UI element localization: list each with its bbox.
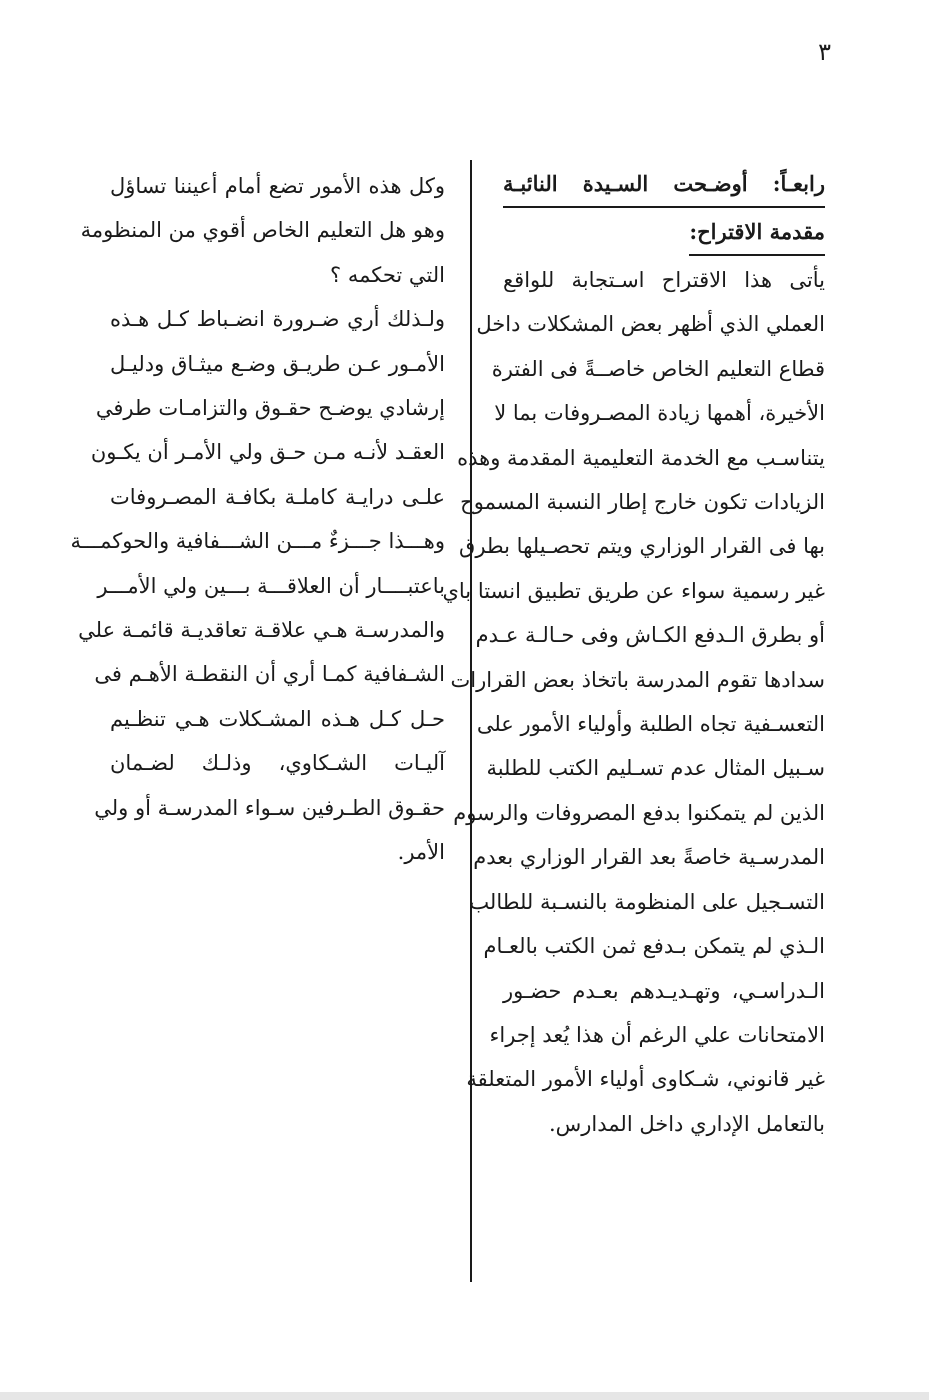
text-line: قطاع التعليم الخاص خاصــةً فى الفترة [491,356,825,381]
text-line: حـل كـل هـذه المشـكلات هـي تنظـيم [110,706,445,731]
left-column [70,164,445,875]
text-line: الأخيرة، أهمها زيادة المصـروفات بما لا [494,401,825,426]
text-line: آليـات الشـكاوي، وذلـك لضـمان [110,751,445,776]
text-line: الـدراسـي، وتهـديـدهم بعـدم حضـور [503,978,825,1003]
text-line: يتناسـب مع الخدمة التعليمية المقدمة وهذه [457,445,825,470]
text-line: وكل هذه الأمور تضع أمام أعيننا تساؤل [110,174,445,198]
text-line: الامتحانات علي الرغم أن هذا يُعد إجراء [489,1022,825,1047]
text-line: بالتعامل الإداري داخل المدارس. [548,1111,825,1136]
text-line: إرشادي يوضـح حقـوق والتزامـات طرفي [95,396,445,421]
text-line: وهـــذا جـــزءٌ مـــن الشـــفافية والحوكمـــة [70,529,445,554]
text-line: غير قانوني، شـكاوى أولياء الأمور المتعلقة [466,1067,825,1092]
text-line: والمدرسـة هـي علاقـة تعاقديـة قائمـة علي [78,618,445,643]
text-line: بها فى القرار الوزاري ويتم تحصـيلها بطرق [459,534,825,559]
text-line: العملي الذي أظهر بعض المشكلات داخل [476,312,825,337]
text-line: الزيادات تكون خارج إطار النسبة المسموح [460,490,825,515]
text-line: الشـفافية كمـا أري أن النقطـة الأهـم فى [94,662,445,687]
text-line: التسـجيل على المنظومة بالنسـبة للطالب [469,889,825,914]
page-bottom-edge [0,1392,929,1400]
text-line: علـى درايـة كاملـة بكافـة المصـروفات [110,484,445,509]
text-line: الأمـور عـن طريـق وضـع ميثـاق ودليـل [110,351,445,376]
text-line: سدادها تقوم المدرسة باتخاذ بعض القرارات [450,667,825,692]
right-column-body [442,258,825,1146]
text-line: الأمر. [397,840,445,865]
section-heading: رابعـاً: أوضـحت السـيدة النائبـة [503,164,825,208]
section-subheading: مقدمة الاقتراح: [689,212,825,256]
column-divider [470,160,472,1282]
text-line: باعتبــــار أن العلاقـــة بـــين ولي الأمـــر [97,573,445,598]
text-line: التعسـفية تجاه الطلبة وأولياء الأمور على [476,712,825,737]
text-line: الذين لم يتمكنوا بدفع المصروفات والرسوم [453,800,825,825]
text-line: غير رسمية سواء عن طريق تطبيق انستا باي [442,578,825,603]
text-line: العقـد لأنـه مـن حـق ولي الأمـر أن يكـون [90,440,445,465]
right-column [442,164,825,1146]
text-line: ولـذلك أري ضـرورة انضـباط كـل هـذه [110,307,445,332]
text-line: التي تحكمه ؟ [330,262,445,287]
text-line: الـذي لم يتمكن بـدفع ثمن الكتب بالعـام [483,934,825,959]
text-line: سـبيل المثال عدم تسـليم الكتب للطلبة [486,756,825,781]
text-line: المدرسـية خاصةً بعد القرار الوزاري بعدم [473,845,825,870]
text-line: يأتى هذا الاقتراح اسـتجابة للواقع [503,268,825,292]
text-line: أو بطرق الـدفع الكـاش وفى حـالـة عـدم [475,623,825,648]
page-number: ٣ [818,38,831,66]
text-line: وهو هل التعليم الخاص أقوي من المنظومة [80,218,445,243]
text-line: حقـوق الطـرفين سـواء المدرسـة أو ولي [94,795,445,820]
